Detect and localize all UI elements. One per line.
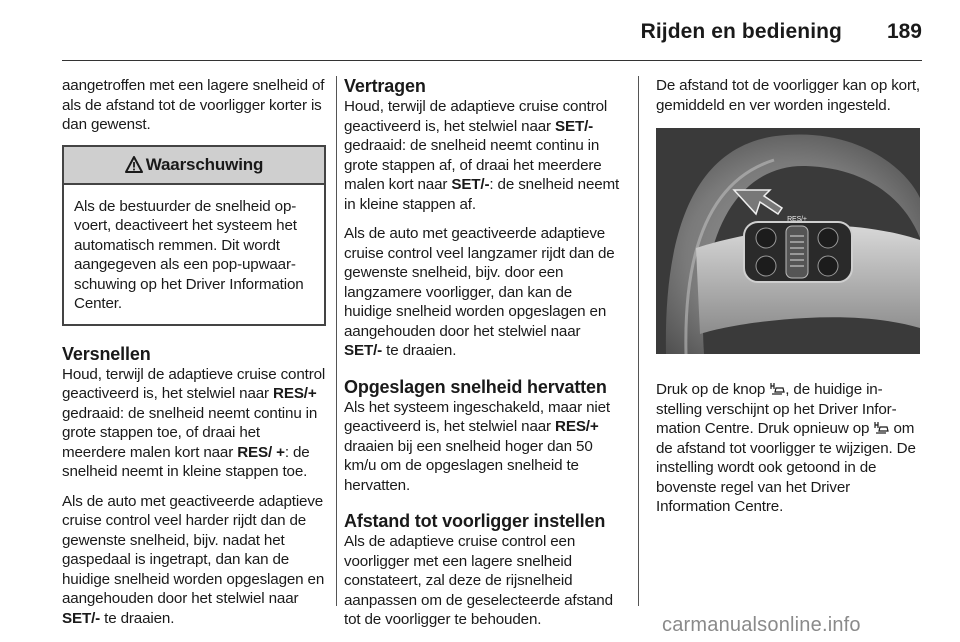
text-run: Als het systeem ingeschakeld, maar niet geactiveerd is, het stelwiel naar: [344, 398, 610, 435]
section-resume: [344, 377, 622, 496]
text-run: om de afstand tot voorligger te wijzigen. De instelling wordt ook getoond in de bovenste regel van het Driver Information Centre.: [656, 420, 916, 515]
column-3: [656, 76, 920, 527]
intro-paragraph: aangetroffen met een lagere snelheid of als de afstand tot de voorligger korter is dan gewenst.: [62, 77, 325, 133]
text-run: Druk op de knop: [656, 381, 770, 398]
accelerate-paragraph-1: [62, 365, 326, 482]
vehicle-distance-icon: [873, 421, 889, 435]
control-label: SET/-: [344, 342, 383, 359]
steering-wheel-figure: [656, 128, 920, 354]
column-2: [344, 76, 622, 640]
warning-icon: [125, 156, 143, 173]
warning-text: Als de bestuurder de snelheid opvoert, deactiveert het systeem het automatisch remmen. Dit wordt aangegeven als een pop-upwaarschuwing op het Driver Information Center.: [74, 197, 304, 312]
text-run: Als de auto met geactiveerde adaptieve cruise control veel harder rijdt dan de gewenste snelheid, bijv. nadat het gaspedaal is ingetrapt, dan kan de huidige snelheid worden opgeslagen en aangehouden door het stelwiel naar: [62, 492, 325, 607]
warning-box: [62, 145, 326, 326]
page-title: Rijden en bediening: [640, 20, 842, 43]
text-run: : de snelheid neemt in kleine stappen toe.: [62, 443, 310, 480]
text-run: draaien bij een snelheid hoger dan 50 km/u om de opgeslagen snelheid te hervatten.: [344, 437, 593, 494]
control-label: SET/-: [555, 117, 594, 135]
text-run: : de snelheid neemt in kleine stappen af.: [344, 176, 620, 213]
watermark: carmanualsonline.info: [662, 614, 861, 636]
text-run: , de huidige instelling verschijnt op het Driver Information Centre. Druk opnieuw op: [656, 381, 897, 437]
button-instruction-paragraph: [656, 380, 920, 517]
decelerate-paragraph-2: [344, 224, 622, 361]
control-label: RES/+: [273, 385, 317, 402]
text-run: gedraaid: de snelheid neemt continu in grote stappen af, of draai het meerdere malen kort naar: [344, 137, 602, 193]
vehicle-distance-icon: [769, 382, 785, 396]
control-label: SET/-: [451, 176, 490, 193]
text-run: gedraaid: de snelheid neemt continu in grote stappen toe, of draai het meerdere malen kort naar: [62, 404, 318, 461]
text-run: te draaien.: [382, 342, 457, 359]
text-run: Houd, terwijl de adaptieve cruise control geactiveerd is, het stelwiel naar: [344, 98, 608, 135]
warning-title: Waarschuwing: [145, 154, 264, 174]
control-label: RES/ +: [237, 443, 285, 461]
steering-wheel-illustration: [656, 128, 920, 354]
section-heading-resume: Opgeslagen snelheid hervatten: [344, 376, 607, 397]
column-1: [62, 76, 326, 638]
header-divider: [62, 60, 922, 61]
warning-header: [64, 147, 324, 185]
section-heading-accelerate: Versnellen: [62, 343, 151, 364]
distance-settings-paragraph: De afstand tot de voorligger kan op kort, gemiddeld en ver worden ingesteld.: [656, 77, 921, 114]
section-decelerate: [344, 76, 622, 361]
column-divider-1: [336, 76, 337, 606]
section-heading-decelerate: Vertragen: [344, 76, 426, 96]
accelerate-paragraph-2: [62, 492, 326, 629]
section-heading-distance: Afstand tot voorligger instellen: [344, 511, 606, 531]
section-distance: [344, 511, 622, 630]
decelerate-paragraph-1: [344, 97, 622, 214]
section-accelerate: [62, 344, 326, 629]
figure-res-label: RES/+: [787, 216, 807, 223]
control-label: RES/+: [555, 418, 599, 435]
text-run: Houd, terwijl de adaptieve cruise control geactiveerd is, het stelwiel naar: [62, 365, 326, 402]
text-run: Als de auto met geactiveerde adaptieve cruise control veel langzamer rijdt dan de gewenste snelheid, bijv. door een langzamere voorligger, dan kan de huidige snelheid worden opgeslagen en aangehouden door het stelwiel naar: [344, 225, 615, 340]
column-divider-2: [638, 76, 639, 606]
resume-paragraph: [344, 398, 622, 496]
control-label: SET/-: [62, 609, 101, 627]
page-number: 189: [886, 20, 922, 43]
distance-paragraph: Als de adaptieve cruise control een voorligger met een lagere snelheid constateert, zal deze de rijsnelheid aanpassen om de geselecteerde afstand tot de voorligger te behouden.: [344, 533, 613, 628]
text-run: te draaien.: [100, 609, 175, 627]
